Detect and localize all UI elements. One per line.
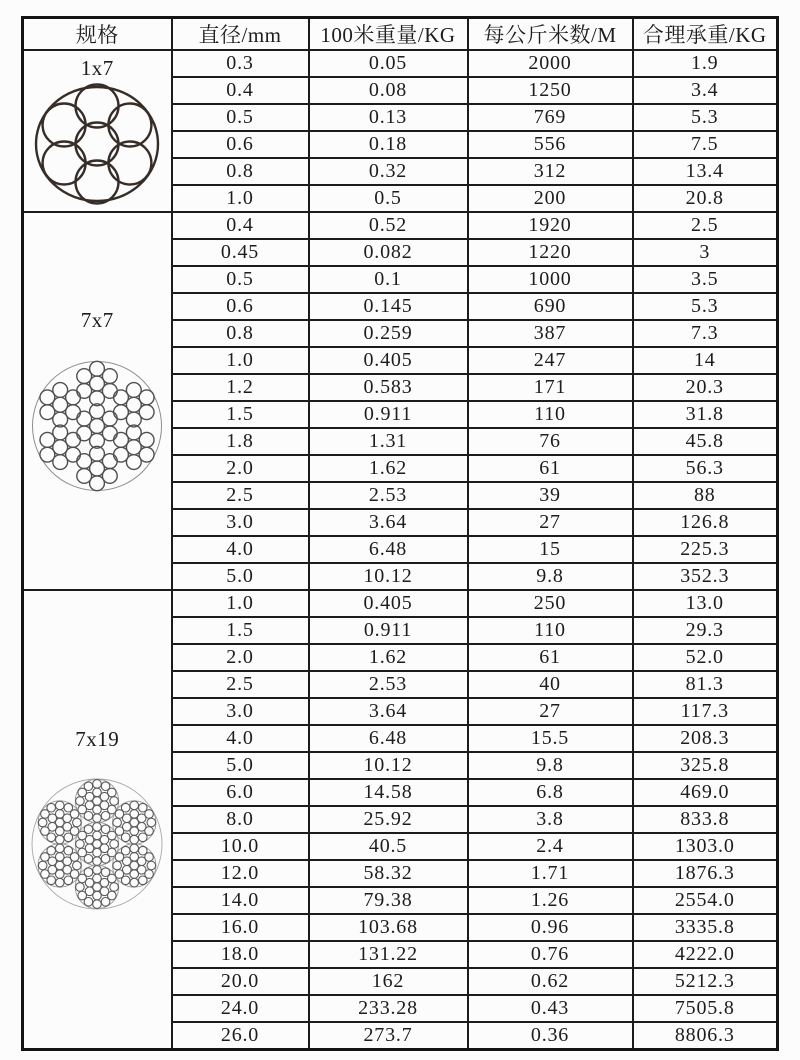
cell-diameter: 0.45 [172, 239, 309, 266]
rope-cross-section-7x19-icon [30, 777, 164, 911]
cell-meters-per-kg: 15 [468, 536, 633, 563]
cell-meters-per-kg: 2000 [468, 50, 633, 77]
cell-load-capacity: 352.3 [633, 563, 778, 590]
cell-weight-per-100m: 0.911 [309, 401, 468, 428]
cell-weight-per-100m: 1.62 [309, 644, 468, 671]
cell-meters-per-kg: 40 [468, 671, 633, 698]
cell-diameter: 0.6 [172, 293, 309, 320]
cell-meters-per-kg: 110 [468, 401, 633, 428]
cell-meters-per-kg: 1.71 [468, 860, 633, 887]
cell-diameter: 24.0 [172, 995, 309, 1022]
cell-diameter: 0.4 [172, 77, 309, 104]
cell-load-capacity: 13.0 [633, 590, 778, 617]
cell-diameter: 3.0 [172, 509, 309, 536]
cell-meters-per-kg: 15.5 [468, 725, 633, 752]
cell-diameter: 18.0 [172, 941, 309, 968]
cell-weight-per-100m: 0.05 [309, 50, 468, 77]
cell-meters-per-kg: 1920 [468, 212, 633, 239]
cell-diameter: 0.5 [172, 266, 309, 293]
cell-meters-per-kg: 0.43 [468, 995, 633, 1022]
cell-weight-per-100m: 0.405 [309, 347, 468, 374]
table-row [23, 212, 778, 239]
cell-weight-per-100m: 1.31 [309, 428, 468, 455]
cell-diameter: 1.5 [172, 401, 309, 428]
header-row [23, 18, 778, 51]
cell-meters-per-kg: 171 [468, 374, 633, 401]
cell-load-capacity: 3.5 [633, 266, 778, 293]
cell-load-capacity: 126.8 [633, 509, 778, 536]
spec-cell-7x7 [23, 212, 172, 590]
cell-meters-per-kg: 1.26 [468, 887, 633, 914]
cell-meters-per-kg: 1000 [468, 266, 633, 293]
cell-weight-per-100m: 103.68 [309, 914, 468, 941]
spec-group [24, 57, 171, 205]
cell-diameter: 20.0 [172, 968, 309, 995]
cell-diameter: 26.0 [172, 1022, 309, 1050]
cell-load-capacity: 325.8 [633, 752, 778, 779]
cell-diameter: 5.0 [172, 752, 309, 779]
cell-weight-per-100m: 3.64 [309, 509, 468, 536]
cell-diameter: 0.5 [172, 104, 309, 131]
cell-diameter: 1.0 [172, 347, 309, 374]
cell-load-capacity: 3335.8 [633, 914, 778, 941]
cell-meters-per-kg: 2.4 [468, 833, 633, 860]
cell-weight-per-100m: 1.62 [309, 455, 468, 482]
cell-diameter: 1.0 [172, 185, 309, 212]
cell-weight-per-100m: 40.5 [309, 833, 468, 860]
cell-weight-per-100m: 233.28 [309, 995, 468, 1022]
cell-diameter: 16.0 [172, 914, 309, 941]
cell-meters-per-kg: 0.62 [468, 968, 633, 995]
spec-group [24, 309, 171, 492]
cell-meters-per-kg: 3.8 [468, 806, 633, 833]
cell-diameter: 12.0 [172, 860, 309, 887]
cell-diameter: 4.0 [172, 725, 309, 752]
table-row [23, 50, 778, 77]
column-header-diameter: 直径/mm [172, 18, 309, 51]
cell-meters-per-kg: 110 [468, 617, 633, 644]
cell-weight-per-100m: 6.48 [309, 536, 468, 563]
cell-meters-per-kg: 769 [468, 104, 633, 131]
cell-weight-per-100m: 0.911 [309, 617, 468, 644]
cell-load-capacity: 833.8 [633, 806, 778, 833]
cell-meters-per-kg: 27 [468, 509, 633, 536]
cell-weight-per-100m: 3.64 [309, 698, 468, 725]
spec-group [24, 728, 171, 911]
cell-load-capacity: 3 [633, 239, 778, 266]
spec-cell-1x7 [23, 50, 172, 212]
cell-load-capacity: 5.3 [633, 293, 778, 320]
cell-load-capacity: 225.3 [633, 536, 778, 563]
cell-weight-per-100m: 6.48 [309, 725, 468, 752]
cell-weight-per-100m: 0.52 [309, 212, 468, 239]
table-body [23, 50, 778, 1050]
cell-weight-per-100m: 10.12 [309, 752, 468, 779]
cell-weight-per-100m: 273.7 [309, 1022, 468, 1050]
cell-load-capacity: 2.5 [633, 212, 778, 239]
cell-weight-per-100m: 0.145 [309, 293, 468, 320]
cell-load-capacity: 88 [633, 482, 778, 509]
cell-meters-per-kg: 0.96 [468, 914, 633, 941]
cell-meters-per-kg: 0.36 [468, 1022, 633, 1050]
cell-meters-per-kg: 9.8 [468, 563, 633, 590]
cell-weight-per-100m: 0.583 [309, 374, 468, 401]
cell-load-capacity: 3.4 [633, 77, 778, 104]
wire-rope-spec-table [21, 16, 779, 1051]
column-header-weight-per-100m: 100米重量/KG [309, 18, 468, 51]
cell-weight-per-100m: 58.32 [309, 860, 468, 887]
cell-meters-per-kg: 200 [468, 185, 633, 212]
cell-meters-per-kg: 9.8 [468, 752, 633, 779]
cell-meters-per-kg: 76 [468, 428, 633, 455]
cell-weight-per-100m: 0.405 [309, 590, 468, 617]
cell-weight-per-100m: 10.12 [309, 563, 468, 590]
cell-load-capacity: 8806.3 [633, 1022, 778, 1050]
cell-diameter: 14.0 [172, 887, 309, 914]
cell-meters-per-kg: 6.8 [468, 779, 633, 806]
cell-diameter: 2.0 [172, 644, 309, 671]
cell-load-capacity: 208.3 [633, 725, 778, 752]
spec-cell-7x19 [23, 590, 172, 1050]
cell-weight-per-100m: 0.259 [309, 320, 468, 347]
cell-diameter: 8.0 [172, 806, 309, 833]
cell-weight-per-100m: 14.58 [309, 779, 468, 806]
cell-load-capacity: 4222.0 [633, 941, 778, 968]
cell-weight-per-100m: 2.53 [309, 482, 468, 509]
cell-diameter: 0.8 [172, 158, 309, 185]
cell-meters-per-kg: 312 [468, 158, 633, 185]
cell-load-capacity: 5.3 [633, 104, 778, 131]
cell-meters-per-kg: 556 [468, 131, 633, 158]
cell-diameter: 0.4 [172, 212, 309, 239]
cell-diameter: 0.6 [172, 131, 309, 158]
cell-load-capacity: 7505.8 [633, 995, 778, 1022]
cell-load-capacity: 1876.3 [633, 860, 778, 887]
cell-weight-per-100m: 0.13 [309, 104, 468, 131]
cell-diameter: 2.5 [172, 482, 309, 509]
cell-weight-per-100m: 25.92 [309, 806, 468, 833]
cell-diameter: 0.3 [172, 50, 309, 77]
cell-weight-per-100m: 0.32 [309, 158, 468, 185]
cell-diameter: 1.2 [172, 374, 309, 401]
cell-weight-per-100m: 162 [309, 968, 468, 995]
cell-load-capacity: 52.0 [633, 644, 778, 671]
cell-weight-per-100m: 0.5 [309, 185, 468, 212]
cell-load-capacity: 7.5 [633, 131, 778, 158]
cell-load-capacity: 29.3 [633, 617, 778, 644]
column-header-spec: 规格 [23, 18, 172, 51]
cell-diameter: 5.0 [172, 563, 309, 590]
spec-label: 7x19 [75, 726, 120, 751]
cell-load-capacity: 20.8 [633, 185, 778, 212]
cell-diameter: 2.5 [172, 671, 309, 698]
cell-meters-per-kg: 0.76 [468, 941, 633, 968]
cell-load-capacity: 469.0 [633, 779, 778, 806]
cell-meters-per-kg: 690 [468, 293, 633, 320]
cell-meters-per-kg: 247 [468, 347, 633, 374]
rope-cross-section-1x7-icon [33, 83, 161, 205]
cell-diameter: 4.0 [172, 536, 309, 563]
cell-load-capacity: 20.3 [633, 374, 778, 401]
cell-meters-per-kg: 387 [468, 320, 633, 347]
cell-meters-per-kg: 27 [468, 698, 633, 725]
cell-load-capacity: 1.9 [633, 50, 778, 77]
spec-label: 7x7 [80, 308, 114, 333]
table-header [23, 18, 778, 51]
cell-load-capacity: 117.3 [633, 698, 778, 725]
cell-meters-per-kg: 61 [468, 644, 633, 671]
cell-meters-per-kg: 1220 [468, 239, 633, 266]
cell-diameter: 0.8 [172, 320, 309, 347]
cell-weight-per-100m: 0.08 [309, 77, 468, 104]
cell-meters-per-kg: 1250 [468, 77, 633, 104]
cell-weight-per-100m: 79.38 [309, 887, 468, 914]
cell-meters-per-kg: 39 [468, 482, 633, 509]
cell-load-capacity: 2554.0 [633, 887, 778, 914]
cell-weight-per-100m: 2.53 [309, 671, 468, 698]
cell-weight-per-100m: 0.1 [309, 266, 468, 293]
cell-diameter: 2.0 [172, 455, 309, 482]
cell-diameter: 1.5 [172, 617, 309, 644]
cell-weight-per-100m: 0.18 [309, 131, 468, 158]
cell-diameter: 6.0 [172, 779, 309, 806]
cell-weight-per-100m: 0.082 [309, 239, 468, 266]
cell-load-capacity: 13.4 [633, 158, 778, 185]
cell-load-capacity: 45.8 [633, 428, 778, 455]
cell-load-capacity: 1303.0 [633, 833, 778, 860]
cell-load-capacity: 14 [633, 347, 778, 374]
column-header-load-capacity: 合理承重/KG [633, 18, 778, 51]
cell-load-capacity: 56.3 [633, 455, 778, 482]
cell-meters-per-kg: 61 [468, 455, 633, 482]
cell-load-capacity: 5212.3 [633, 968, 778, 995]
cell-meters-per-kg: 250 [468, 590, 633, 617]
cell-diameter: 10.0 [172, 833, 309, 860]
rope-cross-section-7x7-icon [30, 359, 164, 493]
cell-diameter: 1.8 [172, 428, 309, 455]
table-row [23, 590, 778, 617]
column-header-meters-per-kg: 每公斤米数/M [468, 18, 633, 51]
cell-diameter: 1.0 [172, 590, 309, 617]
cell-load-capacity: 7.3 [633, 320, 778, 347]
spec-label: 1x7 [80, 55, 114, 80]
cell-load-capacity: 31.8 [633, 401, 778, 428]
cell-weight-per-100m: 131.22 [309, 941, 468, 968]
cell-load-capacity: 81.3 [633, 671, 778, 698]
cell-diameter: 3.0 [172, 698, 309, 725]
